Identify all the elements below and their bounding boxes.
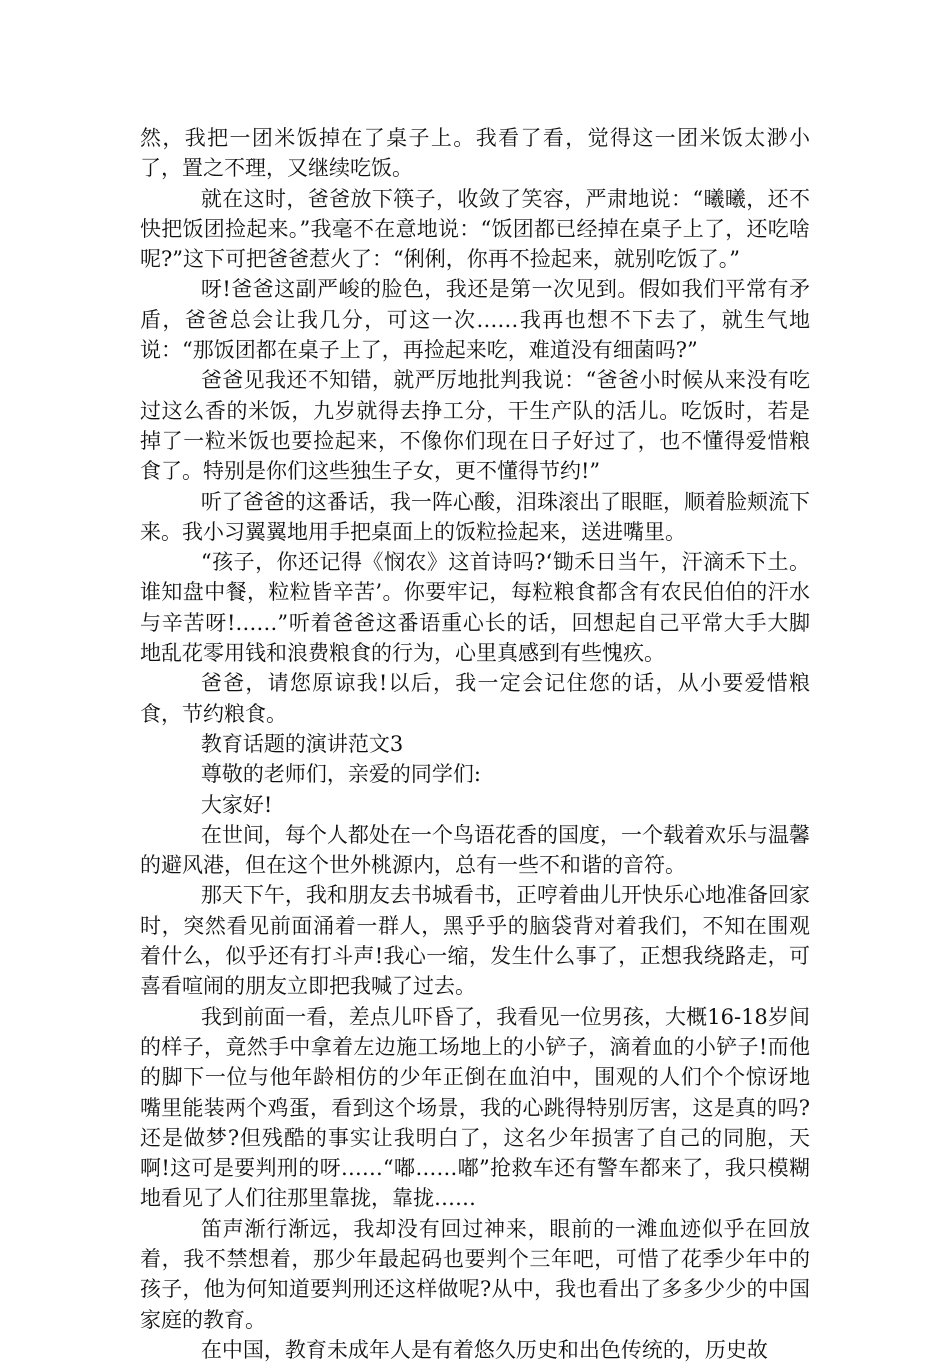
- paragraph-10: 我到前面一看，差点儿吓昏了，我看见一位男孩，大概16-18岁间的样子，竟然手中拿着左边施工场地上的小铲子，滴着血的小铲子!而他的脚下一位与他年龄相仿的少年正倒在血泊中，围观的人们个个惊讶地嘴里能装两个鸡蛋，看到这个场景，我的心跳得特别厉害，这是真的吗?还是做梦?但残酷的事实让我明白了，这名少年损害了自己的同胞，天啊!这可是要判刑的呀……“嘟……嘟”抢救车还有警车都来了，我只模糊地看见了人们往那里靠拢，靠拢……: [140, 1004, 810, 1211]
- paragraph-1: 然，我把一团米饭掉在了桌子上。我看了看，觉得这一团米饭太渺小了，置之不理，又继续吃饭。: [140, 126, 810, 181]
- section-heading: 教育话题的演讲范文3: [200, 731, 404, 756]
- document-body: [140, 123, 810, 1365]
- paragraph-3: 呀!爸爸这副严峻的脸色，我还是第一次见到。假如我们平常有矛盾，爸爸总会让我几分，可这一次……我再也想不下去了，就生气地说：“那饭团都在桌子上了，再捡起来吃，难道没有细菌吗?”: [140, 277, 810, 363]
- paragraph-7: 爸爸，请您原谅我!以后，我一定会记住您的话，从小要爱惜粮食，节约粮食。: [140, 671, 810, 726]
- paragraph-6: “孩子，你还记得《悯农》这首诗吗?‘锄禾日当午，汗滴禾下土。谁知盘中餐，粒粒皆辛苦’。你要牢记，每粒粮食都含有农民伯伯的汗水与辛苦呀!……”听着爸爸这番语重心长的话，回想起自己平常大手大脚地乱花零用钱和浪费粮食的行为，心里真感到有些愧疚。: [140, 550, 810, 666]
- greeting: 大家好!: [200, 792, 273, 817]
- paragraph-9: 那天下午，我和朋友去书城看书，正哼着曲儿开快乐心地准备回家时，突然看见前面涌着一群人，黑乎乎的脑袋背对着我们，不知在围观着什么，似乎还有打斗声!我心一缩，发生什么事了，正想我绕路走，可喜看喧闹的朋友立即把我喊了过去。: [140, 883, 810, 999]
- paragraph-4: 爸爸见我还不知错，就严厉地批判我说：“爸爸小时候从来没有吃过这么香的米饭，九岁就得去挣工分，干生产队的活儿。吃饭时，若是掉了一粒米饭也要捡起来，不像你们现在日子好过了，也不懂得爱惜粮食了。特别是你们这些独生子女，更不懂得节约!”: [140, 368, 810, 484]
- paragraph-5: 听了爸爸的这番话，我一阵心酸，泪珠滚出了眼眶，顺着脸颊流下来。我小习翼翼地用手把桌面上的饭粒捡起来，送进嘴里。: [140, 489, 810, 544]
- paragraph-2: 就在这时，爸爸放下筷子，收敛了笑容，严肃地说：“曦曦，还不快把饭团捡起来。”我毫不在意地说：“饭团都已经掉在桌子上了，还吃啥呢?”这下可把爸爸惹火了：“俐俐，你再不捡起来，就别吃饭了。”: [140, 186, 810, 272]
- paragraph-12: 在中国，教育未成年人是有着悠久历史和出色传统的，历史故: [200, 1337, 768, 1362]
- paragraph-11: 笛声渐行渐远，我却没有回过神来，眼前的一滩血迹似乎在回放着，我不禁想着，那少年最起码也要判个三年吧，可惜了花季少年中的孩子，他为何知道要判刑还这样做呢?从中，我也看出了多多少少的中国家庭的教育。: [140, 1216, 810, 1332]
- paragraph-8: 在世间，每个人都处在一个鸟语花香的国度，一个载着欢乐与温馨的避风港，但在这个世外桃源内，总有一些不和谐的音符。: [140, 822, 810, 878]
- salutation: 尊敬的老师们，亲爱的同学们:: [200, 762, 481, 787]
